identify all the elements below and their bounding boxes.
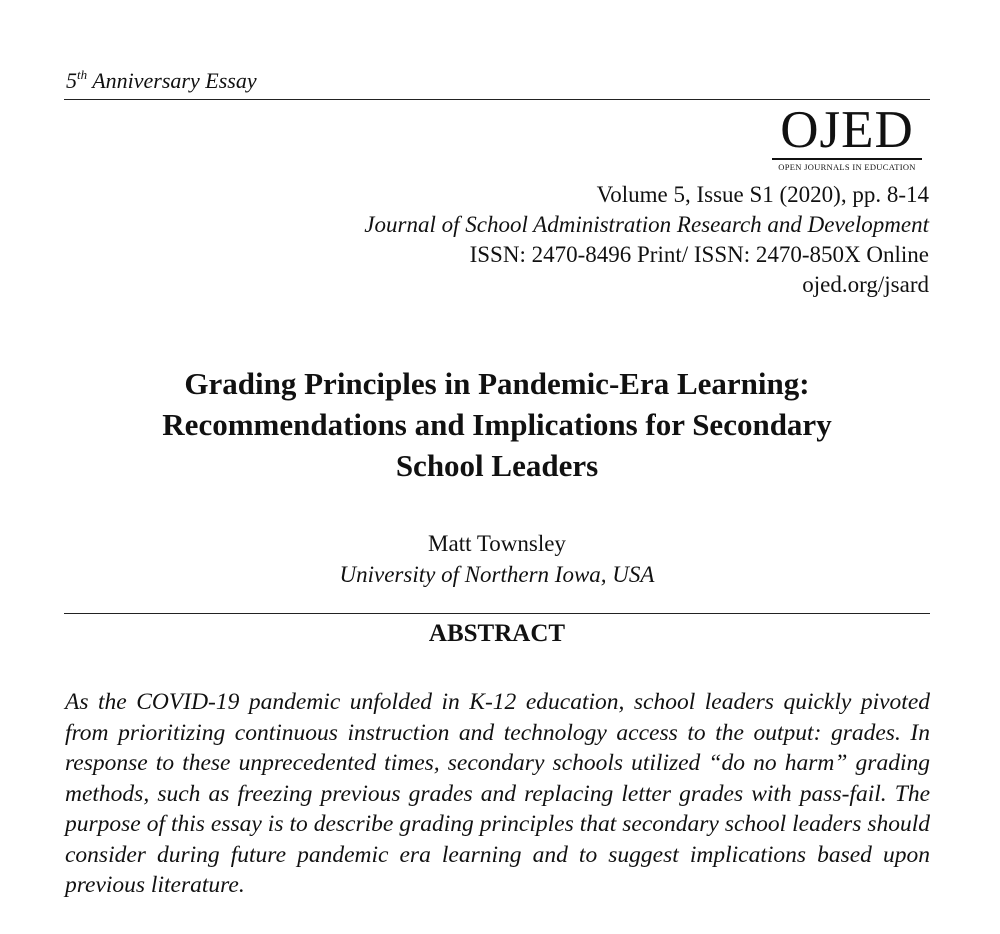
essay-superscript: th	[77, 67, 88, 82]
abstract-heading: ABSTRACT	[428, 620, 566, 647]
author-name: Matt Townsley	[428, 531, 566, 556]
essay-tag	[66, 68, 257, 94]
title-line: School Leaders	[395, 448, 599, 483]
essay-label: Anniversary Essay	[87, 68, 257, 93]
author-block	[64, 528, 930, 590]
journal-website: ojed.org/jsard	[802, 272, 929, 297]
header-divider	[64, 99, 930, 100]
essay-number: 5	[66, 68, 77, 93]
issn-line: ISSN: 2470-8496 Print/ ISSN: 2470-850X Online	[469, 242, 929, 267]
ojed-logo	[772, 103, 922, 172]
publication-info	[364, 180, 929, 300]
title-line: Recommendations and Implications for Secondary	[162, 407, 832, 442]
logo-wordmark: OJED	[772, 103, 922, 160]
volume-line: Volume 5, Issue S1 (2020), pp. 8-14	[596, 182, 929, 207]
logo-tagline: OPEN JOURNALS IN EDUCATION	[778, 162, 916, 172]
title-line: Grading Principles in Pandemic-Era Learning:	[184, 366, 810, 401]
abstract-divider	[64, 613, 930, 614]
article-title	[64, 363, 930, 486]
abstract-text: As the COVID-19 pandemic unfolded in K-12 education, school leaders quickly pivoted from prioritizing continuous instruction and technology access to the output: grades. In response to these unprecedented times, secondary schools utilized “do no harm” grading methods, such as freezing previous grades and replacing letter grades with pass-fail. The purpose of this essay is to describe grading principles that secondary school leaders should consider during future pandemic era learning and to suggest implications based upon previous literature.	[65, 689, 930, 898]
author-affiliation: University of Northern Iowa, USA	[339, 562, 655, 587]
journal-name: Journal of School Administration Research and Development	[364, 212, 929, 237]
